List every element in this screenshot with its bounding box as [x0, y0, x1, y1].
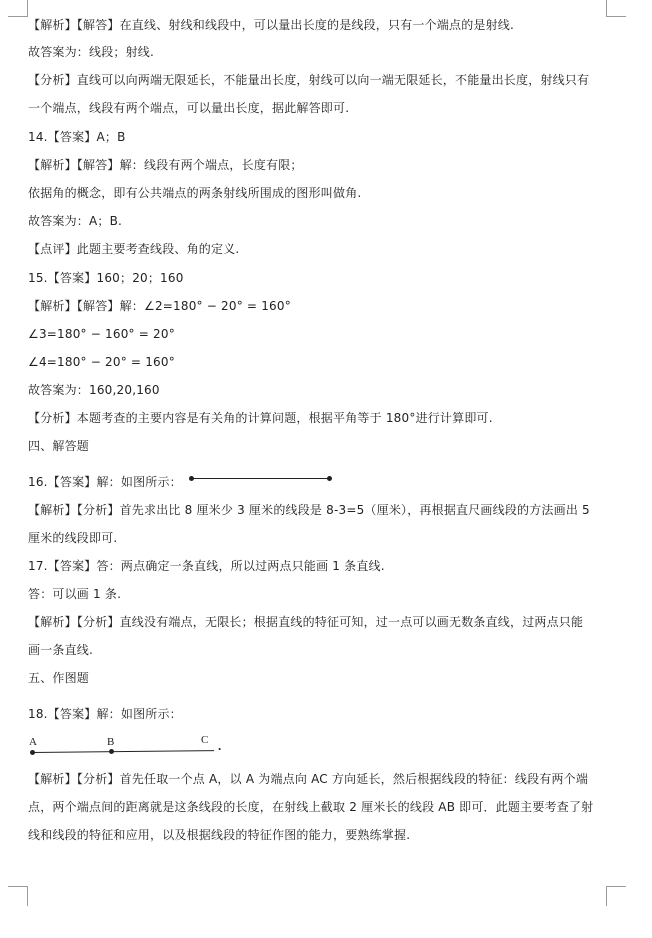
figure-18-label-a: A: [29, 736, 37, 748]
text-line: 【解析】【解答】解：∠2=180° − 20° = 160°: [28, 299, 291, 313]
text-line: 【分析】直线可以向两端无限延长，不能量出长度，射线可以向一端无限延长，不能量出长度，射线只有: [28, 73, 590, 87]
text-line: 【解析】【解答】在直线、射线和线段中，可以量出长度的是线段，只有一个端点的是射线.: [28, 18, 515, 32]
text-line: 点，两个端点间的距离就是这条线段的长度，在射线上截取 2 厘米长的线段 AB 即可．此题主要考查了射: [28, 800, 594, 814]
crop-mark-bottom-left-v: [27, 886, 28, 906]
figure-18-point-b: [109, 749, 114, 754]
figure-18-label-b: B: [107, 736, 115, 748]
text-line: 画一条直线.: [28, 643, 94, 657]
text-line: 一个端点，线段有两个端点，可以量出长度，据此解答即可.: [28, 101, 350, 115]
answer-18: 18.【答案】解：如图所示：: [28, 707, 182, 721]
text-line: 故答案为：A；B.: [28, 214, 123, 228]
figure-18-ray: [32, 750, 214, 753]
text-line: 【解析】【分析】首先求出比 8 厘米少 3 厘米的线段是 8-3=5（厘米），再根据直尺画线段的方法画出 5: [28, 503, 590, 517]
crop-mark-top-right-v: [606, 0, 607, 16]
text-line: 【点评】此题主要考查线段、角的定义.: [28, 242, 240, 256]
crop-mark-top-left-v: [27, 0, 28, 16]
answer-17: 17.【答案】答：两点确定一条直线，所以过两点只能画 1 条直线.: [28, 559, 385, 573]
crop-mark-bottom-left-h: [8, 886, 28, 887]
section-heading: 四、解答题: [28, 439, 90, 453]
figure-16-endpoint-left: [189, 476, 194, 481]
text-line: 答：可以画 1 条.: [28, 587, 122, 601]
text-line: 依据角的概念，即有公共端点的两条射线所围成的图形叫做角.: [28, 186, 362, 200]
text-line: 【分析】本题考查的主要内容是有关角的计算问题，根据平角等于 180°进行计算即可.: [28, 411, 493, 425]
figure-18-label-c: C: [201, 734, 209, 746]
text-line: 【解析】【解答】解：线段有两个端点，长度有限；: [28, 158, 303, 172]
text-line: 故答案为：160,20,160: [28, 383, 160, 397]
text-line: ∠3=180° − 160° = 20°: [28, 327, 175, 341]
text-line: 故答案为：线段；射线.: [28, 45, 155, 59]
crop-mark-top-left-h: [8, 16, 28, 17]
section-heading: 五、作图题: [28, 671, 90, 685]
crop-mark-bottom-right-h: [606, 886, 626, 887]
answer-16: 16.【答案】解：如图所示：: [28, 475, 182, 489]
figure-16-endpoint-right: [327, 476, 332, 481]
figure-18-trailing-dot: .: [218, 738, 222, 753]
text-line: 【解析】【分析】首先任取一个点 A，以 A 为端点向 AC 方向延长，然后根据线段的特征：线段有两个端: [28, 772, 589, 786]
text-line: 线和线段的特征和应用，以及根据线段的特征作图的能力，要熟练掌握.: [28, 828, 411, 842]
text-line: ∠4=180° − 20° = 160°: [28, 355, 175, 369]
text-line: 厘米的线段即可.: [28, 531, 118, 545]
crop-mark-bottom-right-v: [606, 886, 607, 906]
answer-15: 15.【答案】160；20；160: [28, 271, 184, 285]
answer-14: 14.【答案】A；B: [28, 130, 126, 144]
text-line: 【解析】【分析】直线没有端点，无限长；根据直线的特征可知，过一点可以画无数条直线，过两点只能: [28, 615, 584, 629]
crop-mark-top-right-h: [606, 16, 626, 17]
figure-18-point-a: [30, 750, 35, 755]
figure-16-segment: [191, 478, 329, 479]
